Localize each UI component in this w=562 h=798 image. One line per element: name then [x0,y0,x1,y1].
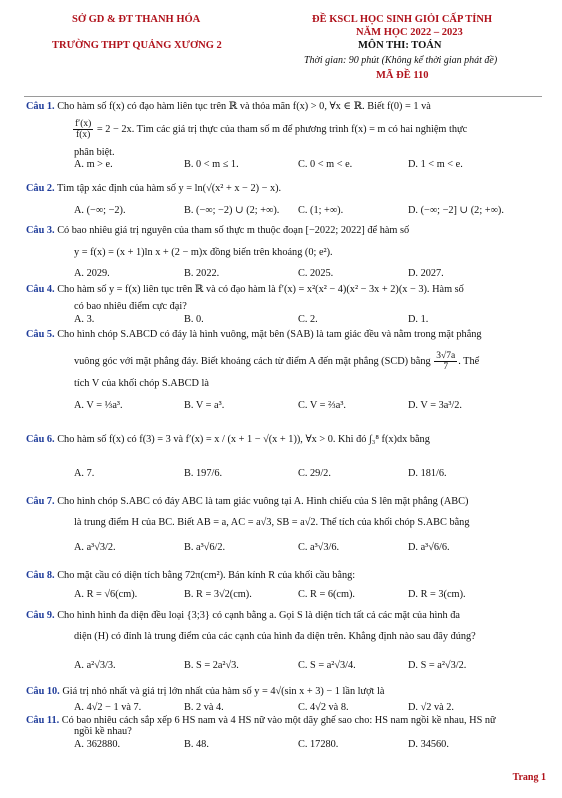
option-a: A. V = ⅓a³. [74,400,123,411]
option-b: B. (−∞; −2) ∪ (2; +∞). [184,205,280,216]
question-10-line-1: Câu 10. Giá trị nhỏ nhất và giá trị lớn nhất của hàm số y = 4√(sin x + 3) − 1 lần lượt là [26,686,385,697]
question-3-line-1: Câu 3. Có bao nhiêu giá trị nguyên của tham số thực m thuộc đoạn [−2022; 2022] để hàm số [26,225,410,236]
option-c: C. 2. [298,314,318,325]
fraction: $\frac{3√7a}{7}$ [436,351,456,372]
option-b: B. 0 < m ≤ 1. [184,159,239,170]
school-year: NĂM HỌC 2022 – 2023 [356,27,463,38]
option-b: B. S = 2a²√3. [184,660,239,671]
option-d: D. 2027. [408,268,444,279]
option-c: C. 2025. [298,268,334,279]
option-b: B. 48. [184,739,209,750]
option-d: D. 181/6. [408,468,447,479]
question-7-line-1: Câu 7. Cho hình chóp S.ABC có đáy ABC là tam giác vuông tại A. Hình chiếu của S lên mặt phẳng (ABC) [26,496,469,507]
option-b: B. V = a³. [184,400,225,411]
option-a: A. m > e. [74,159,113,170]
question-6-line-1: Câu 6. Cho hàm số f(x) có f(3) = 3 và f′(x) = x / (x + 1 − √(x + 1)), ∀x > 0. Khi đó ∫₃⁸ f(x)dx bằng [26,434,430,445]
option-d: D. 1 < m < e. [408,159,463,170]
question-number: Câu 1. [26,101,55,112]
question-3-line-2: y = f(x) = (x + 1)ln x + (2 − m)x đồng biến trên khoảng (0; e²). [74,247,333,258]
question-9-line-1: Câu 9. Cho hình hình đa diện đều loại {3;3} có cạnh bằng a. Gọi S là diện tích tất cả các mặt của hình đa [26,610,460,621]
option-d: D. (−∞; −2] ∪ (2; +∞). [408,205,504,216]
question-8-line-1: Câu 8. Cho mặt cầu có diện tích bằng 72π(cm²). Bán kính R của khối cầu bằng: [26,570,356,581]
option-b: B. 2 và 4. [184,702,224,713]
fraction: $\frac{f'(x)}{f(x)}$ [75,119,92,140]
option-d: D. 34560. [408,739,449,750]
header-divider [24,96,542,97]
question-1-line-2: $\frac{f'(x)}{f(x)}$ = 2 − 2x. Tìm các giá trị thực của tham số m để phương trình f(x) = m có hai nghiệm thực [75,119,468,140]
question-1-line-3: phân biệt. [74,147,115,158]
option-c: C. R = 6(cm). [298,589,355,600]
question-5-line-1: Câu 5. Cho hình chóp S.ABCD có đáy là hình vuông, mặt bên (SAB) là tam giác đều và nằm trong mặt phẳng [26,329,482,340]
option-c: C. 29/2. [298,468,331,479]
option-a: A. R = √6(cm). [74,589,138,600]
option-b: B. 0. [184,314,204,325]
option-c: C. 17280. [298,739,339,750]
option-d: D. √2 và 2. [408,702,454,713]
option-d: D. a³√6/6. [408,542,450,553]
question-7-line-2: là trung điểm H của BC. Biết AB = a, AC = a√3, SB = a√2. Thể tích của khối chóp S.ABC bằng [74,517,470,528]
option-d: D. 1. [408,314,429,325]
subject: MÔN THI: TOÁN [358,40,442,51]
option-c: C. V = ⅔a³. [298,400,346,411]
question-4-line-2: có bao nhiêu điểm cực đại? [74,301,187,312]
school-name: TRƯỜNG THPT QUẢNG XƯƠNG 2 [52,40,222,51]
question-1-line-1: Câu 1. Cho hàm số f(x) có đạo hàm liên tục trên ℝ và thỏa mãn f(x) > 0, ∀x ∈ ℝ. Biết f(0) = 1 và [26,101,431,112]
option-a: A. 7. [74,468,95,479]
page-number: Trang 1 [512,772,546,783]
option-b: B. 2022. [184,268,220,279]
option-c: C. S = a²√3/4. [298,660,356,671]
option-a: A. 2029. [74,268,110,279]
question-9-line-2: diện (H) có đỉnh là trung điểm của các cạnh của hình đa diện trên. Khẳng định nào sau đây đúng? [74,631,476,642]
question-5-line-2: vuông góc với mặt phẳng đáy. Biết khoảng cách từ điểm A đến mặt phẳng (SCD) bằng $\frac{3√7a}{7}$ . Thể [74,351,480,372]
option-b: B. R = 3√2(cm). [184,589,252,600]
option-b: B. 197/6. [184,468,223,479]
option-d: D. V = 3a³/2. [408,400,462,411]
question-11-line-1: Câu 11. Có bao nhiêu cách sắp xếp 6 HS nam và 4 HS nữ vào một dãy ghế sao cho: HS nam ngồi kề nhau, HS nữ [26,715,496,726]
option-a: A. 4√2 − 1 và 7. [74,702,142,713]
option-c: C. a³√3/6. [298,542,340,553]
question-4-line-1: Câu 4. Cho hàm số y = f(x) liên tục trên ℝ và có đạo hàm là f′(x) = x²(x² − 4)(x² − 3x + 2)(x − 3). Hàm số [26,284,464,295]
option-a: A. a³√3/2. [74,542,116,553]
option-d: D. R = 3(cm). [408,589,466,600]
option-a: A. a²√3/3. [74,660,116,671]
option-b: B. a³√6/2. [184,542,226,553]
option-a: A. 3. [74,314,95,325]
question-2-line-1: Câu 2. Tìm tập xác định của hàm số y = ln(√(x² + x − 2) − x). [26,183,282,194]
option-d: D. S = a²√3/2. [408,660,467,671]
option-c: C. (1; +∞). [298,205,344,216]
option-c: C. 4√2 và 8. [298,702,349,713]
exam-title: ĐỀ KSCL HỌC SINH GIỎI CẤP TỈNH [312,14,493,25]
time-limit: Thời gian: 90 phút (Không kể thời gian phát đề) [304,55,498,66]
exam-code: MÃ ĐỀ 110 [376,70,429,81]
option-c: C. 0 < m < e. [298,159,353,170]
option-a: A. 362880. [74,739,121,750]
department-name: SỞ GD & ĐT THANH HÓA [72,14,201,25]
option-a: A. (−∞; −2). [74,205,126,216]
question-5-line-3: tích V của khối chóp S.ABCD là [74,378,209,389]
question-11-line-2: ngồi kề nhau? [74,726,132,737]
